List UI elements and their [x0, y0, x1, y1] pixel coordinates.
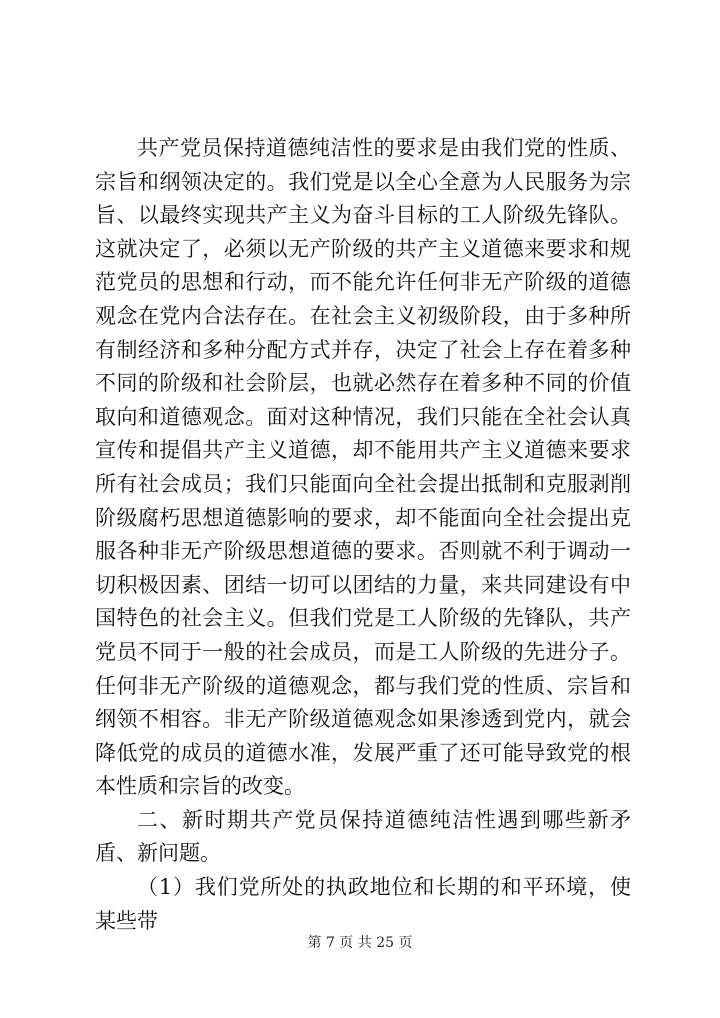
section-heading-new-contradictions: 二、新时期共产党员保持道德纯洁性遇到哪些新矛盾、新问题。 [95, 807, 631, 866]
paragraph-ruling-position: （1）我们党所处的执政地位和长期的和平环境，使某些带 [95, 875, 631, 933]
page-footer: 第 7 页 共 25 页 [307, 935, 413, 951]
paragraph-moral-purity-requirement: 共产党员保持道德纯洁性的要求是由我们党的性质、宗旨和纲领决定的。我们党是以全心全意为人民服务为宗旨、以最终实现共产主义为奋斗目标的工人阶级先锋队。这就决定了，必须以无产阶级的共产主义道德来要求和规范党员的思想和行动，而不能允许任何非无产阶级的道德观念在党内合法存在。在社会主义初级阶段，由于多种所有制经济和多种分配方式并存，决定了社会上存在着多种不同的阶级和社会阶层，也就必然存在着多种不同的价值取向和道德观念。面对这种情况，我们只能在全社会认真宣传和提倡共产主义道德，却不能用共产主义道德来要求所有社会成员；我们只能面向全社会提出抵制和克服剥削阶级腐朽思想道德影响的要求，却不能面向全社会提出克服各种非无产阶级思想道德的要求。否则就不利于调动一切积极因素、团结一切可以团结的力量，来共同建设有中国特色的社会主义。但我们党是工人阶级的先锋队，共产党员不同于一般的社会成员，而是工人阶级的先进分子。任何非无产阶级的道德观念，都与我们党的性质、宗旨和纲领不相容。非无产阶级道德观念如果渗透到党内，就会降低党的成员的道德水准，发展严重了还可能导致党的根本性质和宗旨的改变。 [95, 136, 631, 799]
body-text [95, 132, 631, 938]
